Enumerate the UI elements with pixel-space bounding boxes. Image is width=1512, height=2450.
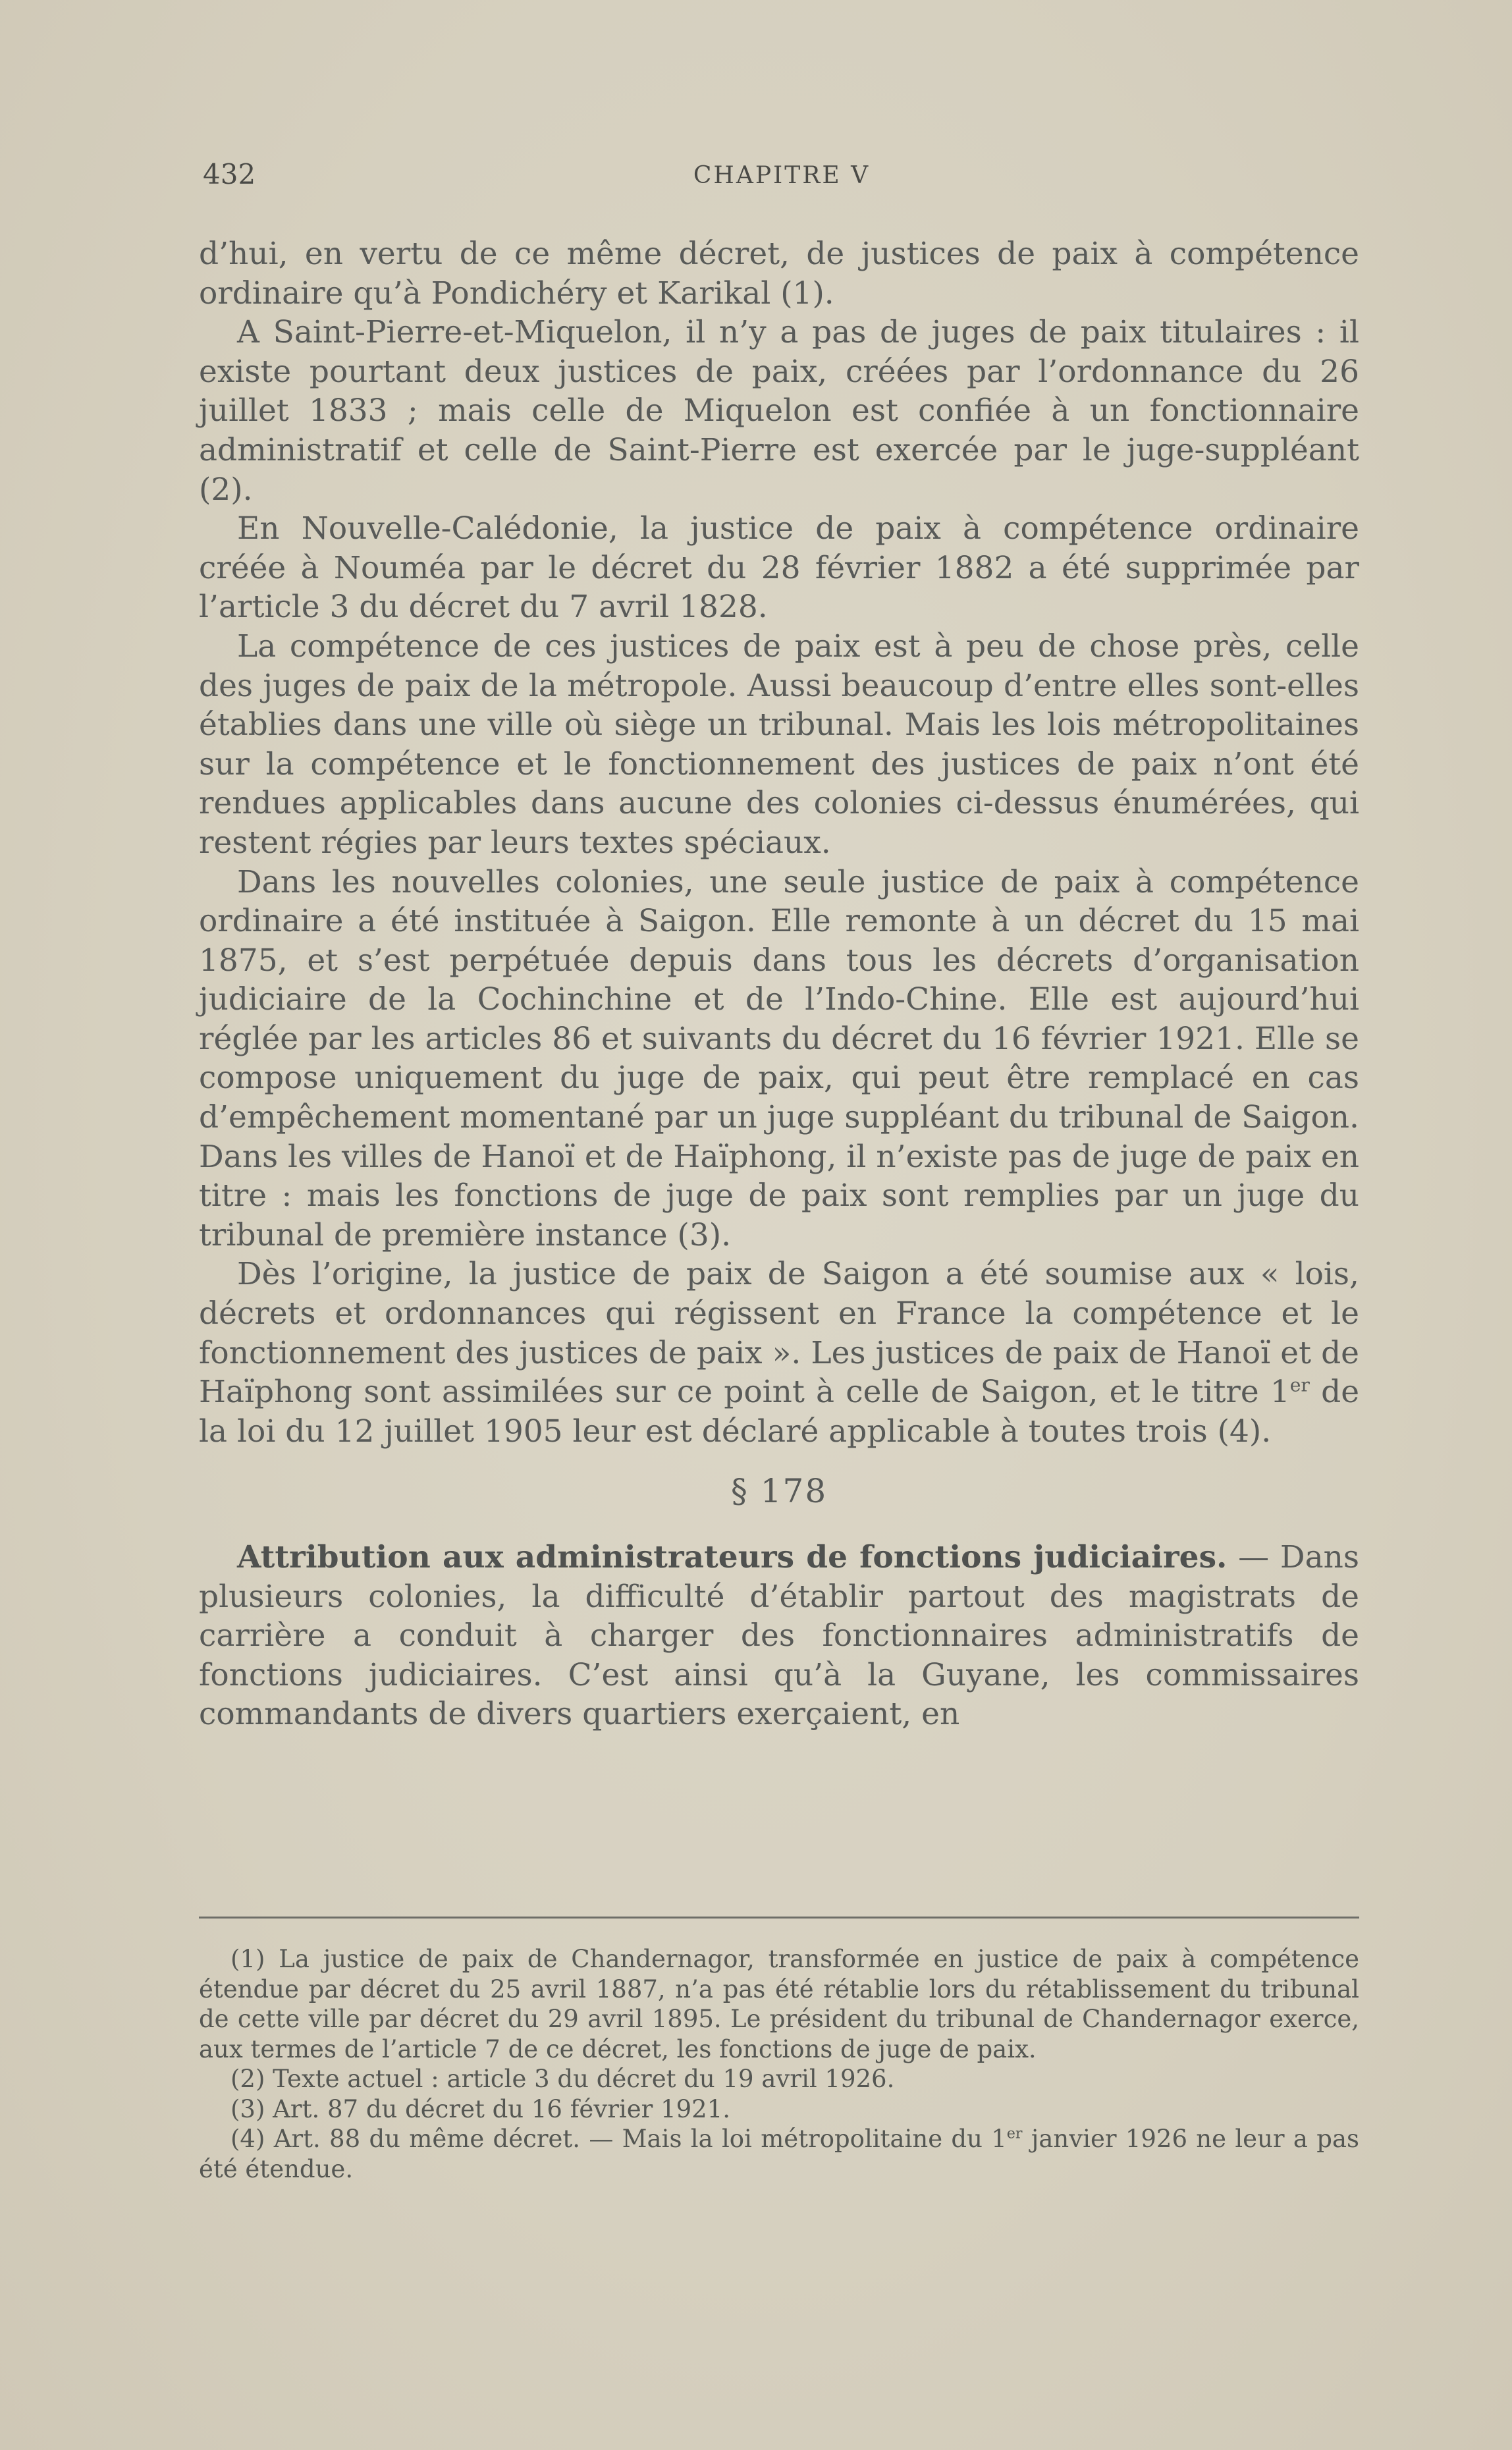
main-text [199, 234, 1359, 1734]
paragraph-origine [199, 1255, 1359, 1451]
paragraph-continued: d’hui, en vertu de ce même décret, de justices de paix à compétence ordinaire qu’à Pondichéry et Karikal (1). [199, 236, 1359, 312]
footnote-1: (1) La justice de paix de Chandernagor, transformée en justice de paix à compétence étendue par décret du 25 avril 1887, n’a pas été rétablie lors du rétablissement du tribunal de cette ville par décret du 29 avril 1895. Le président du tribunal de Chandernagor exerce, aux termes de l’article 7 de ce décret, les fonctions de juge de paix. [199, 1945, 1359, 2063]
footnote-2: (2) Texte actuel : article 3 du décret du 19 avril 1926. [230, 2065, 895, 2093]
section-title: Attribution aux administrateurs de fonctions judiciaires. [237, 1539, 1228, 1575]
ordinal-superscript: er [1289, 1374, 1310, 1396]
section-text: — Dans plusieurs colonies, la difficulté d’établir partout des magistrats de carrière a conduit à charger des fonctionnaires administratifs de fonctions judiciaires. C’est ainsi qu’à la Guyane, les commissaires commandants de divers quartiers exerçaient, en [199, 1539, 1359, 1733]
footnote-divider [199, 1917, 1359, 1919]
page-header [203, 158, 1361, 198]
paragraph-saigon: Dans les nouvelles colonies, une seule justice de paix à compétence ordinaire a été instituée à Saigon. Elle remonte à un décret du 15 mai 1875, et s’est perpétuée depuis dans tous les décrets d’organisation judiciaire de la Cochinchine et de l’Indo-Chine. Elle est aujourd’hui réglée par les articles 86 et suivants du décret du 16 février 1921. Elle se compose uniquement du juge de paix, qui peut être remplacé en cas d’empêchement momentané par un juge suppléant du tribunal de Saigon. Dans les villes de Hanoï et de Haïphong, il n’existe pas de juge de paix en titre : mais les fonctions de juge de paix sont remplies par un juge du tribunal de première instance (3). [199, 863, 1359, 1253]
footnote-3: (3) Art. 87 du décret du 16 février 1921. [230, 2094, 731, 2123]
paragraph-attribution [199, 1538, 1359, 1734]
footnote-4-end: janvier 1926 ne leur a pas été étendue. [199, 2125, 1359, 2183]
paragraph-origine-start: Dès l’origine, la justice de paix de Saigon a été soumise aux « lois, décrets et ordonnances qui régissent en France la compétence et le fonctionnement des justices de paix ». Les justices de paix de Hanoï et de Haïphong sont assimilées sur ce point à celle de Saigon, et le titre 1 [199, 1256, 1359, 1411]
footnote-4-start: (4) Art. 88 du même décret. — Mais la loi métropolitaine du 1 [230, 2125, 1007, 2153]
paragraph-nouvelle-caledonie: En Nouvelle-Calédonie, la justice de paix à compétence ordinaire créée à Nouméa par le décret du 28 février 1882 a été supprimée par l’article 3 du décret du 7 avril 1828. [199, 510, 1359, 626]
footnotes [199, 1944, 1359, 2184]
paragraph-origine-end: de la loi du 12 juillet 1905 leur est déclaré applicable à toutes trois (4). [199, 1374, 1360, 1450]
paragraph-competence: La compétence de ces justices de paix est à peu de chose près, celle des juges de paix de la métropole. Aussi beaucoup d’entre elles sont-elles établies dans une ville où siège un tribunal. Mais les lois métropolitaines sur la compétence et le fonctionnement des justices de paix n’ont été rendues applicables dans aucune des colonies ci-dessus énumérées, qui restent régies par leurs textes spéciaux. [199, 628, 1359, 861]
page-number: 432 [203, 158, 256, 190]
footnote-4 [199, 2124, 1359, 2184]
paragraph-saint-pierre: A Saint-Pierre-et-Miquelon, il n’y a pas de juges de paix titulaires : il existe pourtant deux justices de paix, créées par l’ordonnance du 26 juillet 1833 ; mais celle de Miquelon est confiée à un fonctionnaire administratif et celle de Saint-Pierre est exercée par le juge-suppléant (2). [199, 314, 1359, 508]
section-number: § 178 [730, 1472, 828, 1511]
running-head: CHAPITRE V [693, 162, 871, 189]
footnote-ordinal-superscript: er [1006, 2125, 1023, 2142]
